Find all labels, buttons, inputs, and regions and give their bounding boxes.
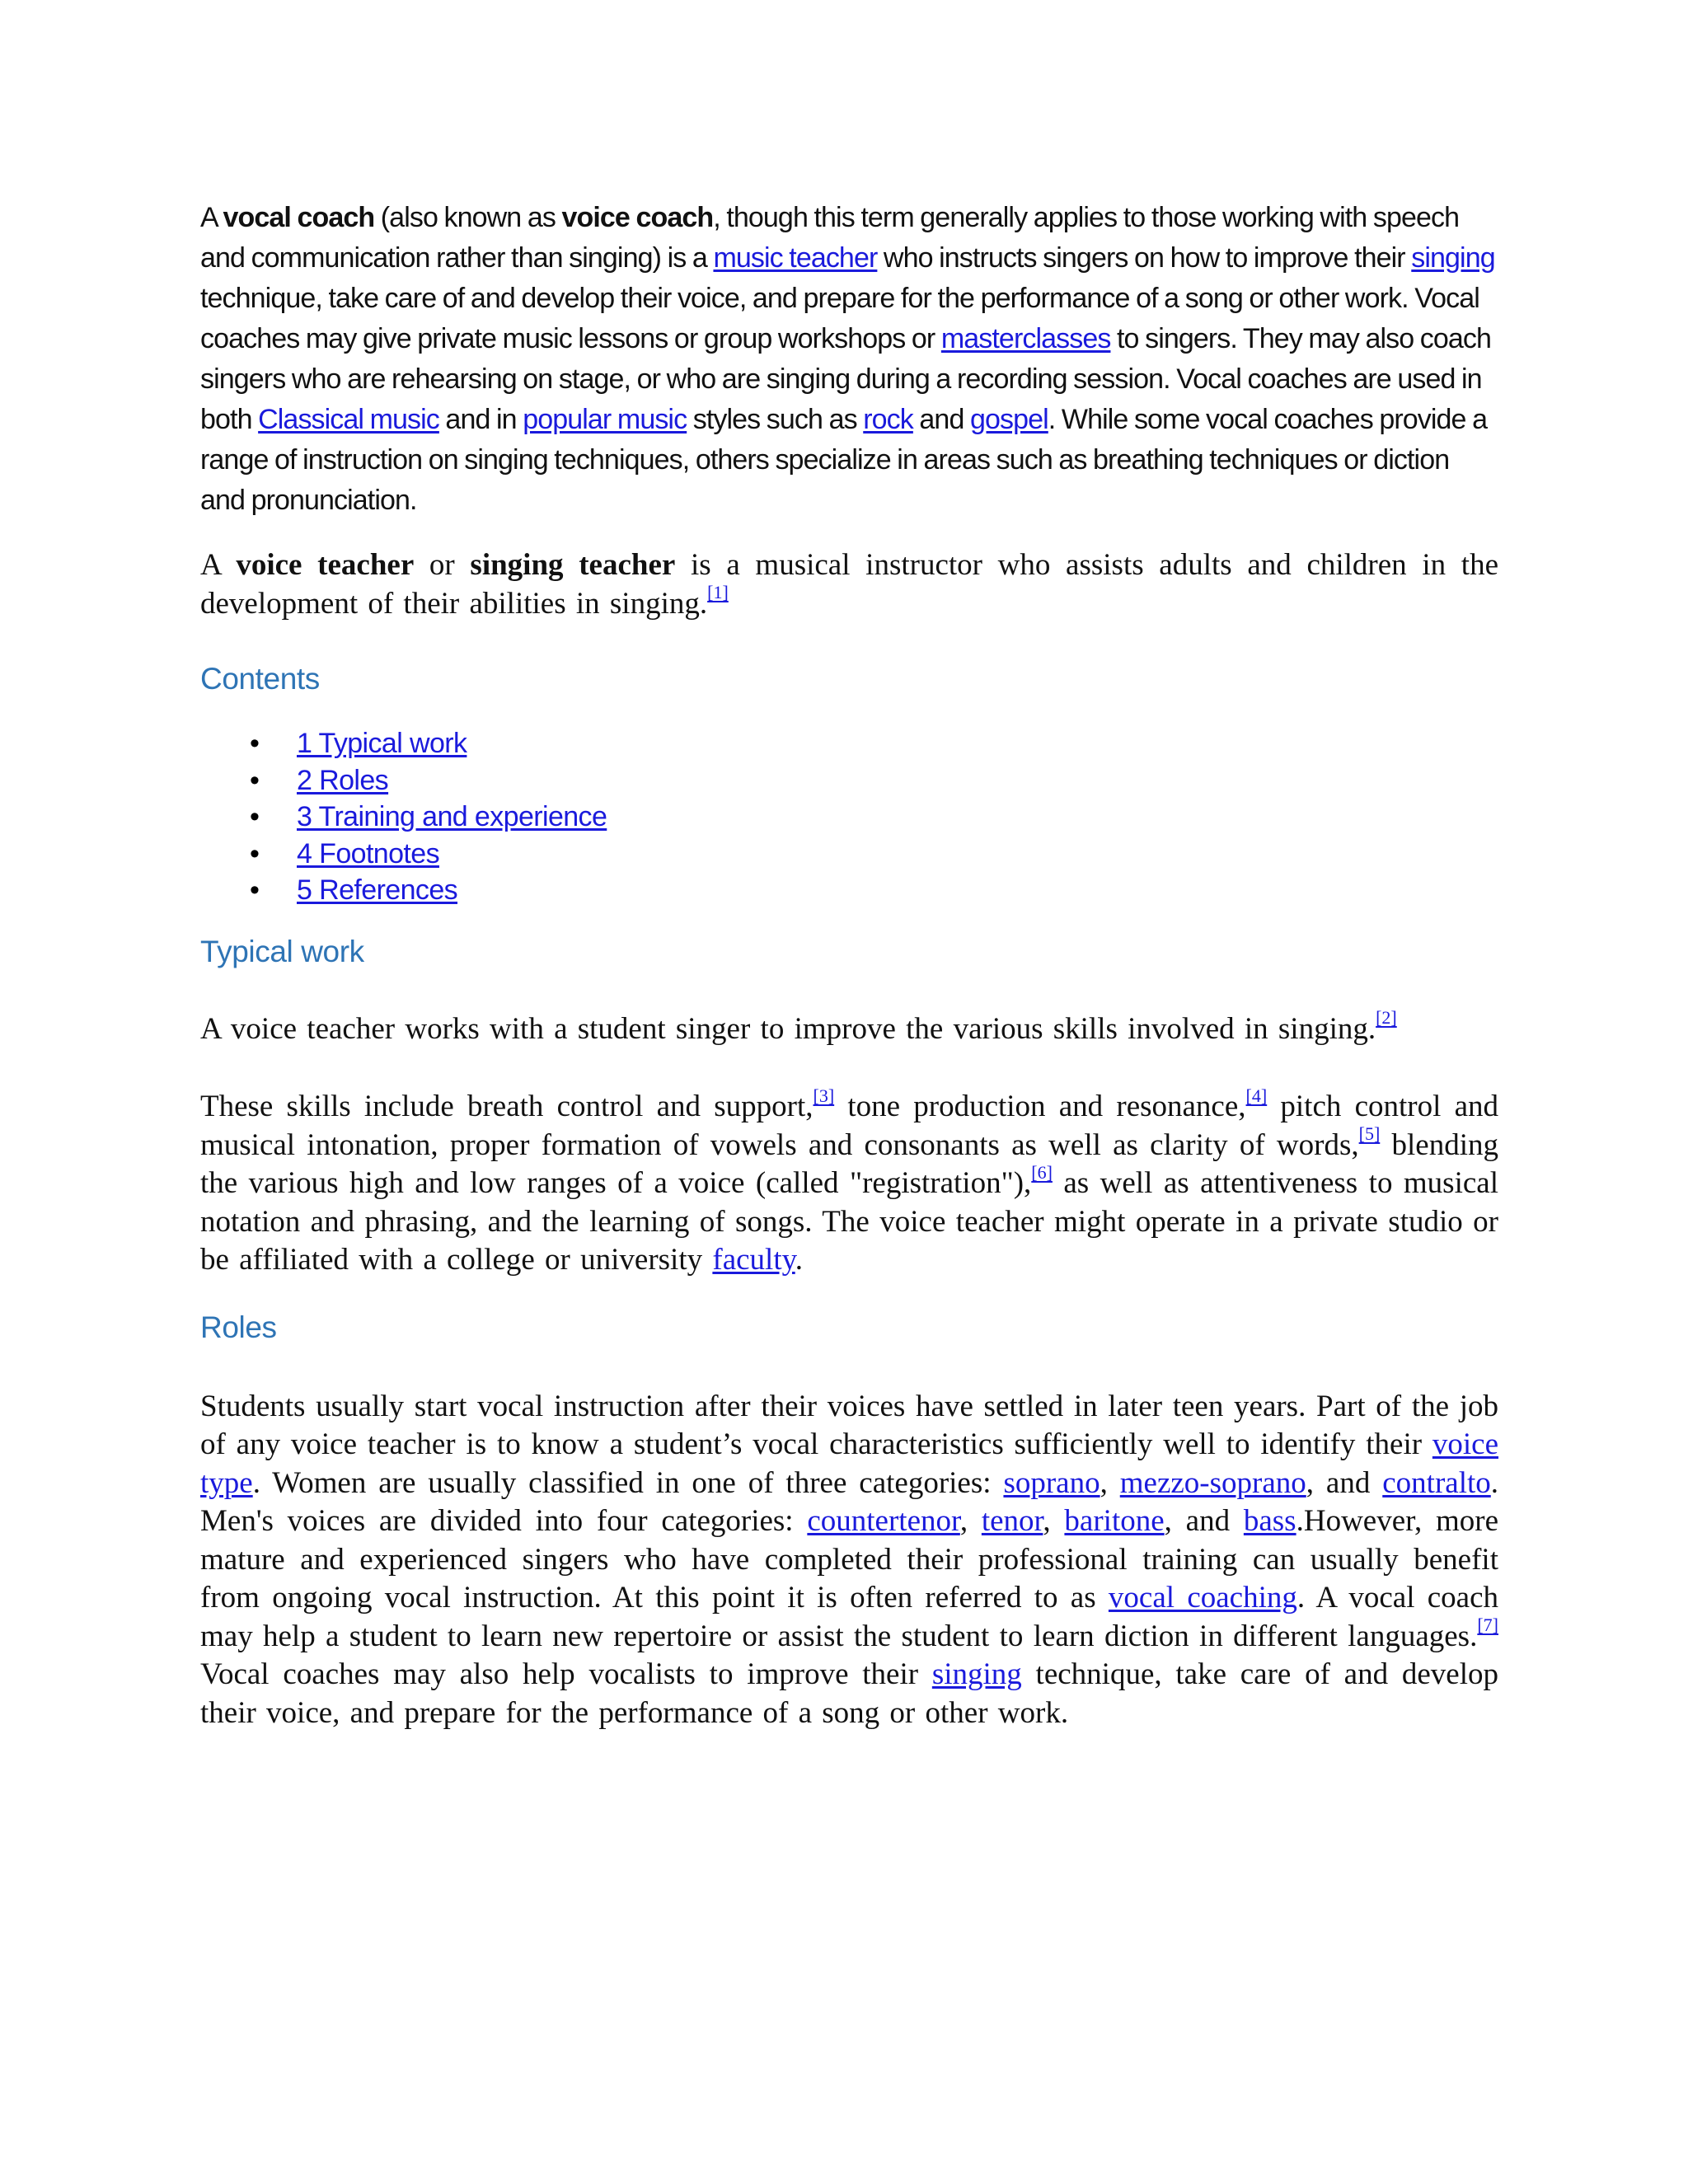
text-run: , — [1100, 1465, 1120, 1500]
text-run: as well as attentiveness to musical notation and phrasing, and the learning of songs. The voice teacher might operate in a private studio or be affiliated with a college or university — [200, 1166, 1498, 1277]
toc-link-training-and-experience[interactable]: 3 Training and experience — [297, 801, 607, 832]
text-run: .However, more mature and experienced singers who have completed their professional training can usually benefit from ongoing vocal instruction. At this point it is often referred to as — [200, 1504, 1499, 1615]
link-gospel[interactable]: gospel — [970, 404, 1048, 435]
text-run: . Women are usually classified in one of three categories: — [252, 1465, 1004, 1500]
text-run: pitch control and musical intonation, proper formation of vowels and consonants as well as clarity of words, — [200, 1090, 1499, 1162]
text-run: , and — [1164, 1504, 1244, 1538]
toc-item — [200, 799, 1498, 836]
link-countertenor[interactable]: countertenor — [807, 1504, 960, 1538]
footnote-link-5[interactable]: [5] — [1358, 1123, 1381, 1145]
roles-paragraph — [200, 1388, 1498, 1733]
toc-item — [200, 725, 1498, 762]
document-page — [200, 198, 1498, 1732]
link-classical-music[interactable]: Classical music — [258, 404, 439, 435]
typical-work-paragraph-1 — [200, 1007, 1498, 1049]
text-run: Vocal coaches may also help vocalists to improve their — [200, 1657, 932, 1691]
text-run: to singers. They may also coach singers who are rehearsing on stage, or who are singing during a recording session. Vocal coaches are used in both — [200, 323, 1492, 435]
footnote-link-6[interactable]: [6] — [1031, 1161, 1053, 1183]
intro-paragraph-vocal-coach — [200, 198, 1498, 521]
bold-term: vocal coach — [223, 202, 375, 233]
typical-work-heading: Typical work — [200, 934, 364, 968]
toc-item — [200, 836, 1498, 873]
bold-term: singing teacher — [470, 548, 676, 582]
bullet-icon: • — [250, 764, 260, 796]
text-run: technique, take care of and develop their voice, and prepare for the performance of a song or other work. Vocal coaches may give private music lessons or group workshops or — [200, 283, 1479, 354]
text-run: technique, take care of and develop their voice, and prepare for the performance of a song or other work. — [200, 1657, 1498, 1730]
text-run: These skills include breath control and support, — [200, 1090, 814, 1123]
toc-link-footnotes[interactable]: 4 Footnotes — [297, 837, 439, 869]
text-run: A — [200, 202, 223, 233]
text-run: . Men's voices are divided into four categories: — [200, 1465, 1499, 1538]
link-music-teacher[interactable]: music teacher — [713, 242, 878, 274]
text-run: , though this term generally applies to those working with speech and communication rather than singing) is a — [200, 202, 1460, 274]
footnote-ref — [1477, 1615, 1498, 1635]
bullet-icon: • — [250, 728, 260, 759]
footnote-ref — [1359, 1123, 1381, 1144]
text-run: who instructs singers on how to improve their — [877, 242, 1412, 274]
text-run: Students usually start vocal instruction after their voices have settled in later teen years. Part of the job of any voice teacher is to know a student’s vocal characteristics sufficiently well to identify their — [200, 1389, 1498, 1461]
bullet-icon: • — [250, 837, 260, 869]
text-run: (also known as — [374, 202, 562, 233]
link-soprano[interactable]: soprano — [1003, 1465, 1100, 1500]
footnote-link-4[interactable]: [4] — [1245, 1085, 1268, 1106]
text-run: tone production and resonance, — [834, 1090, 1246, 1123]
toc-item — [200, 762, 1498, 799]
footnote-link-2[interactable]: [2] — [1376, 1007, 1397, 1029]
intro-paragraph-voice-teacher — [200, 546, 1498, 623]
link-voice-type[interactable]: voice type — [200, 1427, 1498, 1500]
link-vocal-coaching[interactable]: vocal coaching — [1108, 1581, 1297, 1615]
text-run: A voice teacher works with a student singer to improve the various skills involved in singing. — [200, 1011, 1376, 1046]
text-run: . A vocal coach may help a student to learn new repertoire or assist the student to learn diction in different languages. — [200, 1581, 1499, 1653]
link-contralto[interactable]: contralto — [1382, 1465, 1491, 1500]
footnote-ref — [1376, 1007, 1397, 1028]
footnote-ref — [814, 1085, 835, 1106]
roles-heading: Roles — [200, 1310, 277, 1344]
text-run: styles such as — [687, 404, 864, 435]
bold-term: voice coach — [561, 202, 714, 233]
link-rock[interactable]: rock — [863, 404, 913, 435]
link-singing[interactable]: singing — [931, 1657, 1022, 1691]
link-faculty[interactable]: faculty — [712, 1243, 795, 1277]
footnote-ref — [1246, 1085, 1268, 1106]
text-run: blending the various high and low ranges of a voice (called "registration"), — [200, 1127, 1498, 1200]
contents-heading: Contents — [200, 662, 320, 696]
text-run: , and — [1306, 1465, 1383, 1500]
typical-work-paragraph-2 — [200, 1085, 1499, 1280]
toc-item — [200, 872, 1498, 909]
text-run: and — [912, 404, 970, 435]
footnote-ref — [1031, 1162, 1053, 1183]
link-baritone[interactable]: baritone — [1064, 1504, 1165, 1538]
link-bass[interactable]: bass — [1243, 1504, 1296, 1538]
toc-link-references[interactable]: 5 References — [297, 874, 458, 906]
text-run: is a musical instructor who assists adults and children in the development of their abilities in singing. — [200, 548, 1498, 621]
text-run: , — [959, 1504, 982, 1538]
text-run: . While some vocal coaches provide a range of instruction on singing techniques, others specialize in areas such as breathing techniques or diction and pronunciation. — [200, 404, 1488, 516]
text-run: , — [1043, 1504, 1065, 1538]
bold-term: voice teacher — [236, 548, 415, 582]
footnote-link-7[interactable]: [7] — [1477, 1615, 1498, 1636]
link-mezzo-soprano[interactable]: mezzo-soprano — [1119, 1465, 1306, 1500]
link-masterclasses[interactable]: masterclasses — [940, 323, 1111, 354]
link-popular-music[interactable]: popular music — [523, 404, 687, 435]
toc-link-typical-work[interactable]: 1 Typical work — [297, 728, 467, 759]
text-run: or — [414, 548, 471, 582]
text-run: and in — [438, 404, 523, 435]
toc-link-roles[interactable]: 2 Roles — [297, 764, 389, 796]
footnote-link-1[interactable]: [1] — [707, 582, 729, 603]
link-singing[interactable]: singing — [1411, 242, 1495, 274]
bullet-icon: • — [250, 874, 260, 906]
footnote-ref — [707, 582, 729, 602]
footnote-link-3[interactable]: [3] — [813, 1085, 835, 1106]
link-tenor[interactable]: tenor — [981, 1504, 1043, 1538]
text-run: A — [200, 548, 237, 582]
text-run: . — [795, 1243, 803, 1277]
bullet-icon: • — [250, 801, 260, 832]
table-of-contents — [200, 725, 1498, 909]
